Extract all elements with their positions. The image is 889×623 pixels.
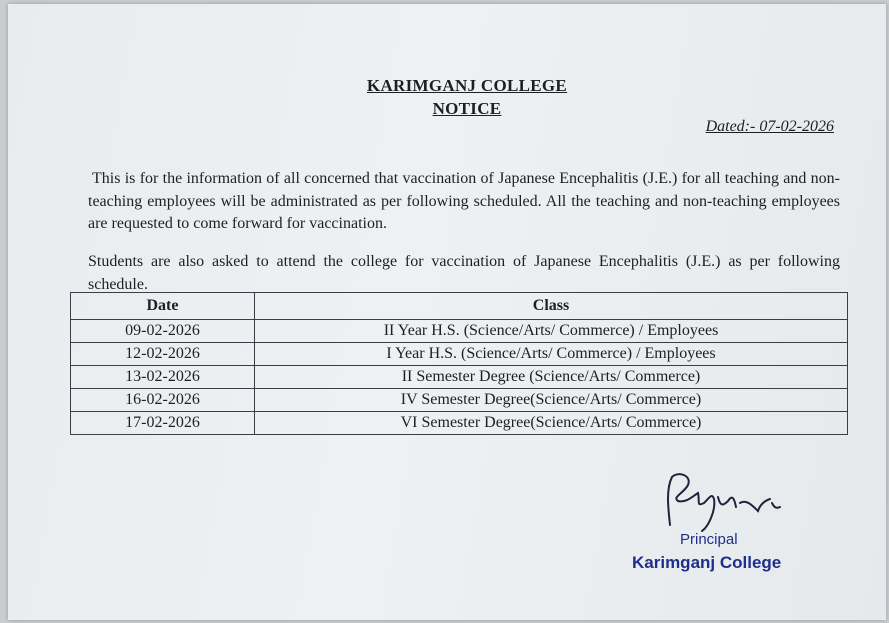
table-row (71, 343, 848, 366)
schedule-class: IV Semester Degree(Science/Arts/ Commerce) (255, 389, 848, 412)
college-title: KARIMGANJ COLLEGE (366, 76, 568, 95)
schedule-class: II Semester Degree (Science/Arts/ Commerce) (255, 366, 848, 389)
class-column-header: Class (255, 293, 848, 320)
stamp-college-name: Karimganj College (632, 553, 782, 572)
notice-paragraph-students: Students are also asked to attend the college for vaccination of Japanese Encephalitis (J.E.) as per following schedule. (88, 253, 840, 293)
vaccination-schedule-table (70, 292, 848, 435)
schedule-date: 09-02-2026 (71, 320, 255, 343)
schedule-class: VI Semester Degree(Science/Arts/ Commerce) (255, 412, 848, 435)
stamp-principal-label: Principal (680, 531, 738, 548)
notice-paper (8, 4, 886, 620)
schedule-class: II Year H.S. (Science/Arts/ Commerce) / Employees (255, 320, 848, 343)
schedule-date: 17-02-2026 (71, 412, 255, 435)
notice-date: Dated:- 07-02-2026 (705, 118, 834, 135)
principal-signature (658, 467, 788, 537)
table-row (71, 320, 848, 343)
schedule-date: 16-02-2026 (71, 389, 255, 412)
notice-title: NOTICE (432, 99, 502, 118)
schedule-date: 13-02-2026 (71, 366, 255, 389)
table-row (71, 389, 848, 412)
schedule-date: 12-02-2026 (71, 343, 255, 366)
table-row (71, 412, 848, 435)
notice-paragraph-employees: This is for the information of all concerned that vaccination of Japanese Encephalitis (J.E.) for all teaching and non- teaching employees will be administrated as per following scheduled. All the teaching and non-teaching employees are requested to come forward for vaccination. (88, 170, 840, 232)
schedule-class: I Year H.S. (Science/Arts/ Commerce) / Employees (255, 343, 848, 366)
table-header-row (71, 293, 848, 320)
date-column-header: Date (71, 293, 255, 320)
table-row (71, 366, 848, 389)
